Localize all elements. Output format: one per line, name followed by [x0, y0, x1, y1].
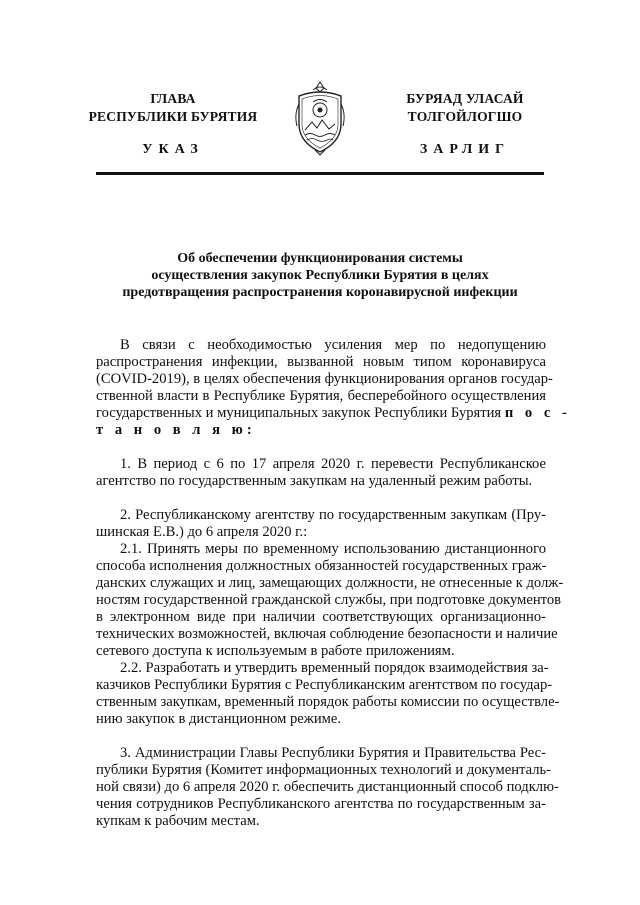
decree-label-bua: ЗАРЛИГ: [419, 142, 511, 157]
paragraph-gap: [96, 728, 546, 745]
text-line: шинская Е.В.) до 6 апреля 2020 г.:: [96, 524, 308, 540]
header-left: [68, 90, 278, 126]
text-line: 2.1. Принять меры по временному использованию дистанционного: [120, 541, 546, 557]
item-2-paragraph: [96, 507, 546, 541]
text-line: чения сотрудников Республиканского агентства по государственным за-: [96, 796, 546, 812]
paragraph-gap: [96, 490, 546, 507]
text-line: 2. Республиканскому агентству по государственным закупкам (Пру-: [120, 507, 546, 523]
text-line: казчиков Республики Бурятия с Республиканским агентством по государ-: [96, 677, 553, 693]
text-line: [96, 405, 571, 422]
text-line: данских служащих и лиц, замещающих должности, не отнесенные к долж-: [96, 575, 564, 591]
text-line: ной связи) до 6 апреля 2020 г. обеспечить дистанционный способ подклю-: [96, 779, 559, 795]
text-line: нию закупок в дистанционном режиме.: [96, 711, 342, 727]
decree-label-ru: УКАЗ: [142, 142, 204, 157]
text-line: публики Бурятия (Комитет информационных технологий и документаль-: [96, 762, 552, 778]
text-line: купкам к рабочим местам.: [96, 813, 260, 829]
header-right: [360, 90, 570, 126]
title-line2: осуществления закупок Республики Бурятия в целях: [151, 268, 489, 283]
text-line: агентство по государственным закупкам на удаленный режим работы.: [96, 473, 533, 489]
item-3-paragraph: [96, 745, 559, 830]
text-line: 2.2. Разработать и утвердить временный порядок взаимодействия за-: [120, 660, 549, 676]
text-line: распространения инфекции, вызванной новым типом коронавируса: [96, 354, 546, 370]
header-right-line1: БУРЯАД УЛАСАЙ: [406, 91, 524, 106]
title-line3: предотвращения распространения коронавирусной инфекции: [122, 285, 518, 300]
text-line: 3. Администрации Главы Республики Бурятия и Правительства Рес-: [120, 745, 546, 761]
text-line: т а н о в л я ю:: [96, 422, 256, 438]
item-2-1-paragraph: [96, 541, 564, 660]
item-1-paragraph: [96, 456, 546, 490]
text-line: В связи с необходимостью усиления мер по недопущению: [120, 337, 546, 353]
text-line: способа исполнения должностных обязанностей государственных граж-: [96, 558, 547, 574]
header-left-line1: ГЛАВА: [150, 91, 196, 106]
header-divider: [96, 172, 544, 175]
text-line: ственной власти в Республике Бурятия, бесперебойного осуществления: [96, 388, 546, 404]
text-line: в электронном виде при наличии соответствующих организационно-: [96, 609, 546, 625]
text-line: ностям государственной гражданской службы, при подготовке документов: [96, 592, 562, 608]
title-line1: Об обеспечении функционирования системы: [177, 251, 463, 266]
text-line: (COVID-2019), в целях обеспечения функционирования органов государ-: [96, 371, 553, 387]
header-right-line2: ТОЛГОЙЛОГШО: [407, 109, 523, 124]
document-body: [96, 337, 571, 830]
coat-of-arms-icon: [291, 80, 349, 156]
document-title: [80, 250, 560, 301]
paragraph-gap: [96, 439, 546, 456]
text-line: технических возможностей, включая соблюдение безопасности и наличие: [96, 626, 558, 642]
text-line: 1. В период с 6 по 17 апреля 2020 г. перевести Республиканское: [120, 456, 546, 472]
preamble-paragraph: [96, 337, 571, 439]
text-line: ственным закупкам, временный порядок работы комиссии по осуществле-: [96, 694, 560, 710]
spaced-word: п о с -: [504, 405, 571, 421]
text-fragment: государственных и муниципальных закупок Республики Бурятия: [96, 405, 502, 421]
header-left-line2: РЕСПУБЛИКИ БУРЯТИЯ: [88, 109, 258, 124]
text-line: сетевого доступа к используемым в работе приложениям.: [96, 643, 455, 659]
item-2-2-paragraph: [96, 660, 560, 728]
